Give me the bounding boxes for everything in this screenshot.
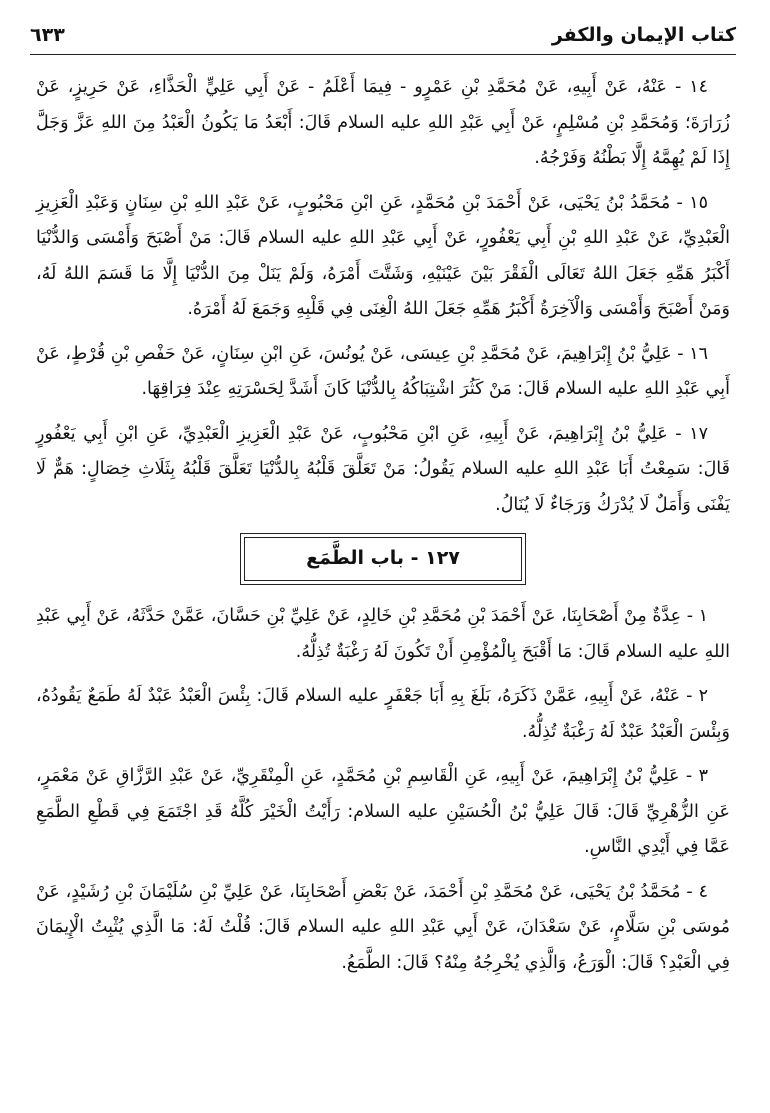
hadith-16: ١٦ - عَلِيُّ بْنُ إِبْرَاهِيمَ، عَنْ مُحَمَّدِ بْنِ عِيسَى، عَنْ يُونُسَ، عَنِ ابْنِ سِنَانٍ، عَنْ حَفْصِ بْنِ قُرْطٍ، عَنْ أَبِي عَبْدِ اللهِ عليه السلام قَالَ: مَنْ كَثُرَ اشْتِبَاكُهُ بِالدُّنْيَا كَانَ أَشَدَّ لِحَسْرَتِهِ عِنْدَ فِرَاقِهَا. bbox=[36, 343, 730, 399]
chapter-hadith-4: ٤ - مُحَمَّدُ بْنُ يَحْيَى، عَنْ مُحَمَّدِ بْنِ أَحْمَدَ، عَنْ بَعْضِ أَصْحَابِنَا، عَنْ عَلِيِّ بْنِ سُلَيْمَانَ بْنِ رُشَيْدٍ، عَنْ مُوسَى بْنِ سَلَّامٍ، عَنْ سَعْدَانَ، عَنْ أَبِي عَبْدِ اللهِ عليه السلام قَالَ: قُلْتُ لَهُ: مَا الَّذِي يُثْبِتُ الْإِيمَانَ فِي الْعَبْدِ؟ قَالَ: الْوَرَعُ، وَالَّذِي يُخْرِجُهُ مِنْهُ؟ قَالَ: الطَّمَعُ. bbox=[36, 881, 730, 973]
chapter-title-box bbox=[244, 537, 522, 581]
hadith-17: ١٧ - عَلِيُّ بْنُ إِبْرَاهِيمَ، عَنْ أَبِيهِ، عَنِ ابْنِ مَحْبُوبٍ، عَنْ عَبْدِ الْعَزِيزِ الْعَبْدِيِّ، عَنِ ابْنِ أَبِي يَعْفُورٍ قَالَ: سَمِعْتُ أَبَا عَبْدِ اللهِ عليه السلام يَقُولُ: مَنْ تَعَلَّقَ قَلْبُهُ بِالدُّنْيَا تَعَلَّقَ قَلْبُهُ بِثَلَاثِ خِصَالٍ: هَمٌّ لَا يَفْنَى وَأَمَلٌ لَا يُدْرَكُ وَرَجَاءٌ لَا يُنَالُ. bbox=[36, 423, 730, 515]
chapter-hadith-2: ٢ - عَنْهُ، عَنْ أَبِيهِ، عَمَّنْ ذَكَرَهُ، بَلَغَ بِهِ أَبَا جَعْفَرٍ عليه السلام قَالَ: بِئْسَ الْعَبْدُ عَبْدٌ لَهُ طَمَعٌ يَقُودُهُ، وَبِئْسَ الْعَبْدُ عَبْدٌ لَهُ رَغْبَةٌ تُذِلُّهُ. bbox=[36, 686, 730, 742]
hadith-14: ١٤ - عَنْهُ، عَنْ أَبِيهِ، عَنْ مُحَمَّدِ بْنِ عَمْرٍو - فِيمَا أَعْلَمُ - عَنْ أَبِي عَلِيٍّ الْحَذَّاءِ، عَنْ حَرِيزٍ، عَنْ زُرَارَةَ؛ وَمُحَمَّدِ بْنِ مُسْلِمٍ، عَنْ أَبِي عَبْدِ اللهِ عليه السلام قَالَ: أَبْعَدُ مَا يَكُونُ الْعَبْدُ مِنَ اللهِ عَزَّ وَجَلَّ إِذَا لَمْ يُهِمَّهُ إِلَّا بَطْنُهُ وَفَرْجُهُ. bbox=[36, 77, 730, 168]
page-body bbox=[36, 70, 730, 990]
page-header bbox=[30, 18, 736, 55]
page-number: ٦٣٣ bbox=[30, 24, 65, 46]
chapter-hadith-1: ١ - عِدَّةٌ مِنْ أَصْحَابِنَا، عَنْ أَحْمَدَ بْنِ مُحَمَّدِ بْنِ خَالِدٍ، عَنْ عَلِيِّ بْنِ حَسَّانَ، عَمَّنْ حَدَّثَهُ، عَنْ أَبِي عَبْدِ اللهِ عليه السلام قَالَ: مَا أَقْبَحَ بِالْمُؤْمِنِ أَنْ تَكُونَ لَهُ رَغْبَةٌ تُذِلُّهُ. bbox=[36, 606, 730, 662]
chapter-hadith-3: ٣ - عَلِيُّ بْنُ إِبْرَاهِيمَ، عَنْ أَبِيهِ، عَنِ الْقَاسِمِ بْنِ مُحَمَّدٍ، عَنِ الْمِنْقَرِيِّ، عَنْ عَبْدِ الرَّزَّاقِ عَنْ مَعْمَرٍ، عَنِ الزُّهْرِيِّ قَالَ: قَالَ عَلِيُّ بْنُ الْحُسَيْنِ عليه السلام: رَأَيْتُ الْخَيْرَ كُلَّهُ قَدِ اجْتَمَعَ فِي قَطْعِ الطَّمَعِ عَمَّا فِي أَيْدِي النَّاسِ. bbox=[36, 766, 730, 857]
chapter-title: ١٢٧ - باب الطَّمَع bbox=[306, 547, 460, 570]
hadith-15: ١٥ - مُحَمَّدُ بْنُ يَحْيَى، عَنْ أَحْمَدَ بْنِ مُحَمَّدٍ، عَنِ ابْنِ مَحْبُوبٍ، عَنْ عَبْدِ اللهِ بْنِ سِنَانٍ وَعَبْدِ الْعَزِيزِ الْعَبْدِيِّ، عَنْ عَبْدِ اللهِ بْنِ أَبِي يَعْفُورٍ، عَنْ أَبِي عَبْدِ اللهِ عليه السلام قَالَ: مَنْ أَصْبَحَ وَأَمْسَى وَالدُّنْيَا أَكْبَرُ هَمِّهِ جَعَلَ اللهُ تَعَالَى الْفَقْرَ بَيْنَ عَيْنَيْهِ، وَشَتَّتَ أَمْرَهُ، وَلَمْ يَنَلْ مِنَ الدُّنْيَا إِلَّا مَا قَسَمَ اللهُ لَهُ، وَمَنْ أَصْبَحَ وَأَمْسَى وَالْآخِرَةُ أَكْبَرُ هَمِّهِ جَعَلَ اللهُ الْغِنَى فِي قَلْبِهِ وَجَمَعَ لَهُ أَمْرَهُ. bbox=[36, 192, 730, 319]
running-title: كتاب الإيمان والكفر bbox=[551, 24, 736, 46]
